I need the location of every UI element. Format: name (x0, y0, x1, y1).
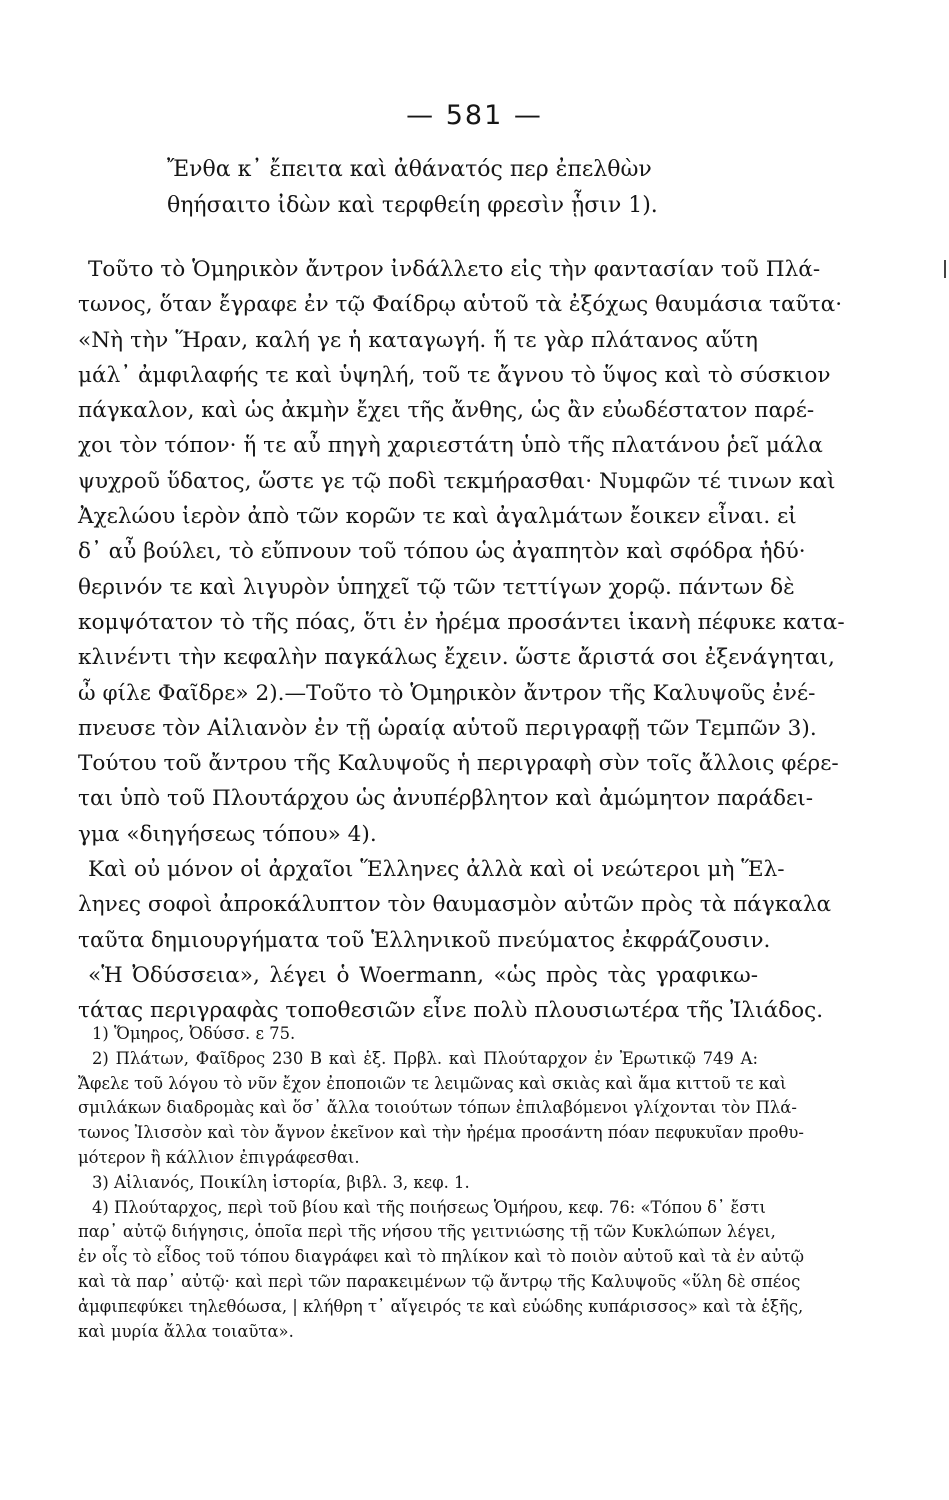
body-line: δ᾽ αὖ βούλει, τὸ εὔπνουν τοῦ τόπου ὡς ἀγαπητὸν καὶ σφόδρα ἡδύ· (78, 539, 806, 565)
body-line: γμα «διηγήσεως τόπου» 4). (78, 821, 377, 847)
body-line: πάγκαλον, καὶ ὡς ἀκμὴν ἔχει τῆς ἄνθης, ὡς ἂν εὐωδέστατον παρέ- (78, 398, 815, 424)
body-line: ψυχροῦ ὕδατος, ὥστε γε τῷ ποδὶ τεκμήρασθαι· Νυμφῶν τέ τινων καὶ (78, 468, 836, 494)
page-number: — 581 — (406, 100, 543, 131)
footnotes (78, 1022, 805, 1344)
footnote-line: ἀμφιπεφύκει τηλεθόωσα, | κλήθρη τ᾽ αἴγειρός τε καὶ εὐώδης κυπάρισσος» καὶ τὰ ἑξῆς, (78, 1296, 804, 1316)
body-line: Ἀχελώου ἱερὸν ἀπὸ τῶν κορῶν τε καὶ ἀγαλμάτων ἔοικεν εἶναι. εἰ (78, 504, 797, 530)
body-line: ὦ φίλε Φαῖδρε» 2).—Τοῦτο τὸ Ὁμηρικὸν ἄντρον τῆς Καλυψοῦς ἐνέ- (78, 680, 816, 706)
body-line: τάτας περιγραφὰς τοποθεσιῶν εἶνε πολὺ πλουσιωτέρα τῆς Ἰλιάδος. (78, 998, 824, 1024)
verse-line: θηήσαιτο ἰδὼν καὶ τερφθείη φρεσὶν ᾗσιν 1). (167, 193, 658, 218)
body-line: ται ὑπὸ τοῦ Πλουτάρχου ὡς ἀνυπέρβλητον καὶ ἀμώμητον παράδει- (78, 786, 813, 812)
body-line: πνευσε τὸν Αἰλιανὸν ἐν τῇ ὡραίᾳ αὑτοῦ περιγραφῇ τῶν Τεμπῶν 3). (78, 715, 817, 741)
body-line: κομψότατον τὸ τῆς πόας, ὅτι ἐν ἠρέμα προσάντει ἱκανὴ πέφυκε κατα- (78, 609, 845, 635)
body-line: Καὶ οὐ μόνον οἱ ἀρχαῖοι Ἕλληνες ἀλλὰ καὶ οἱ νεώτεροι μὴ Ἕλ- (88, 857, 785, 883)
body-line: τωνος, ὅταν ἔγραφε ἐν τῷ Φαίδρῳ αὑτοῦ τὰ ἐξόχως θαυμάσια ταῦτα· (78, 292, 843, 318)
footnote-line: καὶ τὰ παρ᾽ αὐτῷ· καὶ περὶ τῶν παρακειμένων τῷ ἄντρῳ τῆς Καλυψοῦς «ὕλη δὲ σπέος (78, 1271, 801, 1291)
footnote-line: 2) Πλάτων, Φαῖδρος 230 B καὶ ἑξ. Πρβλ. καὶ Πλούταρχον ἐν Ἐρωτικῷ 749 A: (92, 1048, 758, 1068)
main-text (78, 252, 845, 1029)
body-line: θερινόν τε καὶ λιγυρὸν ὑπηχεῖ τῷ τῶν τεττίγων χορῷ. πάντων δὲ (78, 574, 795, 600)
footnote-line: 1) Ὅμηρος, Ὀδύσσ. ε 75. (92, 1024, 296, 1043)
footnote-line: παρ᾽ αὐτῷ διήγησις, ὁποῖα περὶ τῆς νήσου τῆς γειτνιώσης τῇ τῶν Κυκλώπων λέγει, (78, 1222, 776, 1242)
body-line: Τοῦτο τὸ Ὁμηρικὸν ἄντρον ἰνδάλλετο εἰς τὴν φαντασίαν τοῦ Πλά- (88, 257, 821, 282)
body-line: κλινέντι τὴν κεφαλὴν παγκάλως ἔχειν. ὥστε ἄριστά σοι ἐξενάγηται, (78, 645, 835, 671)
verse-quote (167, 152, 787, 224)
footnote-line: καὶ μυρία ἄλλα τοιαῦτα». (78, 1321, 294, 1341)
body-line: ταῦτα δημιουργήματα τοῦ Ἑλληνικοῦ πνεύματος ἐκφράζουσιν. (78, 927, 771, 953)
footnote-line: 3) Αἰλιανός, Ποικίλη ἱστορία, βιβλ. 3, κεφ. 1. (92, 1172, 470, 1192)
body-line: Τούτου τοῦ ἄντρου τῆς Καλυψοῦς ἡ περιγραφὴ σὺν τοῖς ἄλλοις φέρε- (78, 751, 839, 777)
body-line: μάλ᾽ ἀμφιλαφής τε καὶ ὑψηλή, τοῦ τε ἄγνου τὸ ὕψος καὶ τὸ σύσκιον (78, 362, 831, 388)
body-line: ληνες σοφοὶ ἀπροκάλυπτον τὸν θαυμασμὸν αὐτῶν πρὸς τὰ πάγκαλα (78, 892, 832, 918)
verse-line: Ἔνθα κ᾽ ἔπειτα καὶ ἀθάνατός περ ἐπελθὼν (167, 157, 652, 182)
footnote-line: τωνος Ἰλισσὸν καὶ τὸν ἄγνον ἐκεῖνον καὶ τὴν ἠρέμα προσάντη πόαν πεφυκυῖαν προθυ- (78, 1123, 804, 1143)
body-line: χοι τὸν τόπον· ἥ τε αὖ πηγὴ χαριεστάτη ὑπὸ τῆς πλατάνου ῥεῖ μάλα (78, 433, 823, 459)
footnote-line: μότερον ἢ κάλλιον ἐπιγράφεσθαι. (78, 1147, 360, 1167)
footnote-line: ἐν οἷς τὸ εἶδος τοῦ τόπου διαγράφει καὶ τὸ πηλίκον καὶ τὸ ποιὸν αὐτοῦ καὶ τὰ ἐν αὐτῷ (78, 1247, 805, 1267)
body-line: «Νὴ τὴν Ἥραν, καλή γε ἡ καταγωγή. ἥ τε γὰρ πλάτανος αὕτη (78, 327, 758, 353)
body-line: «Ἡ Ὀδύσσεια», λέγει ὁ Woermann, «ὡς πρὸς τὰς γραφικω- (88, 962, 758, 988)
footnote-line: 4) Πλούταρχος, περὶ τοῦ βίου καὶ τῆς ποιήσεως Ὁμήρου, κεφ. 76: «Τόπου δ᾽ ἔστι (92, 1197, 766, 1217)
footnote-line: σμιλάκων διαδρομὰς καὶ ὅσ᾽ ἄλλα τοιούτων τόπων ἐπιλαβόμενοι γλίχονται τὸν Πλά- (78, 1098, 797, 1118)
footnote-line: Ἄφελε τοῦ λόγου τὸ νῦν ἔχον ἐποποιῶν τε λειμῶνας καὶ σκιὰς καὶ ἅμα κιττοῦ τε καὶ (78, 1073, 787, 1093)
scan-edge-mark (944, 260, 946, 278)
